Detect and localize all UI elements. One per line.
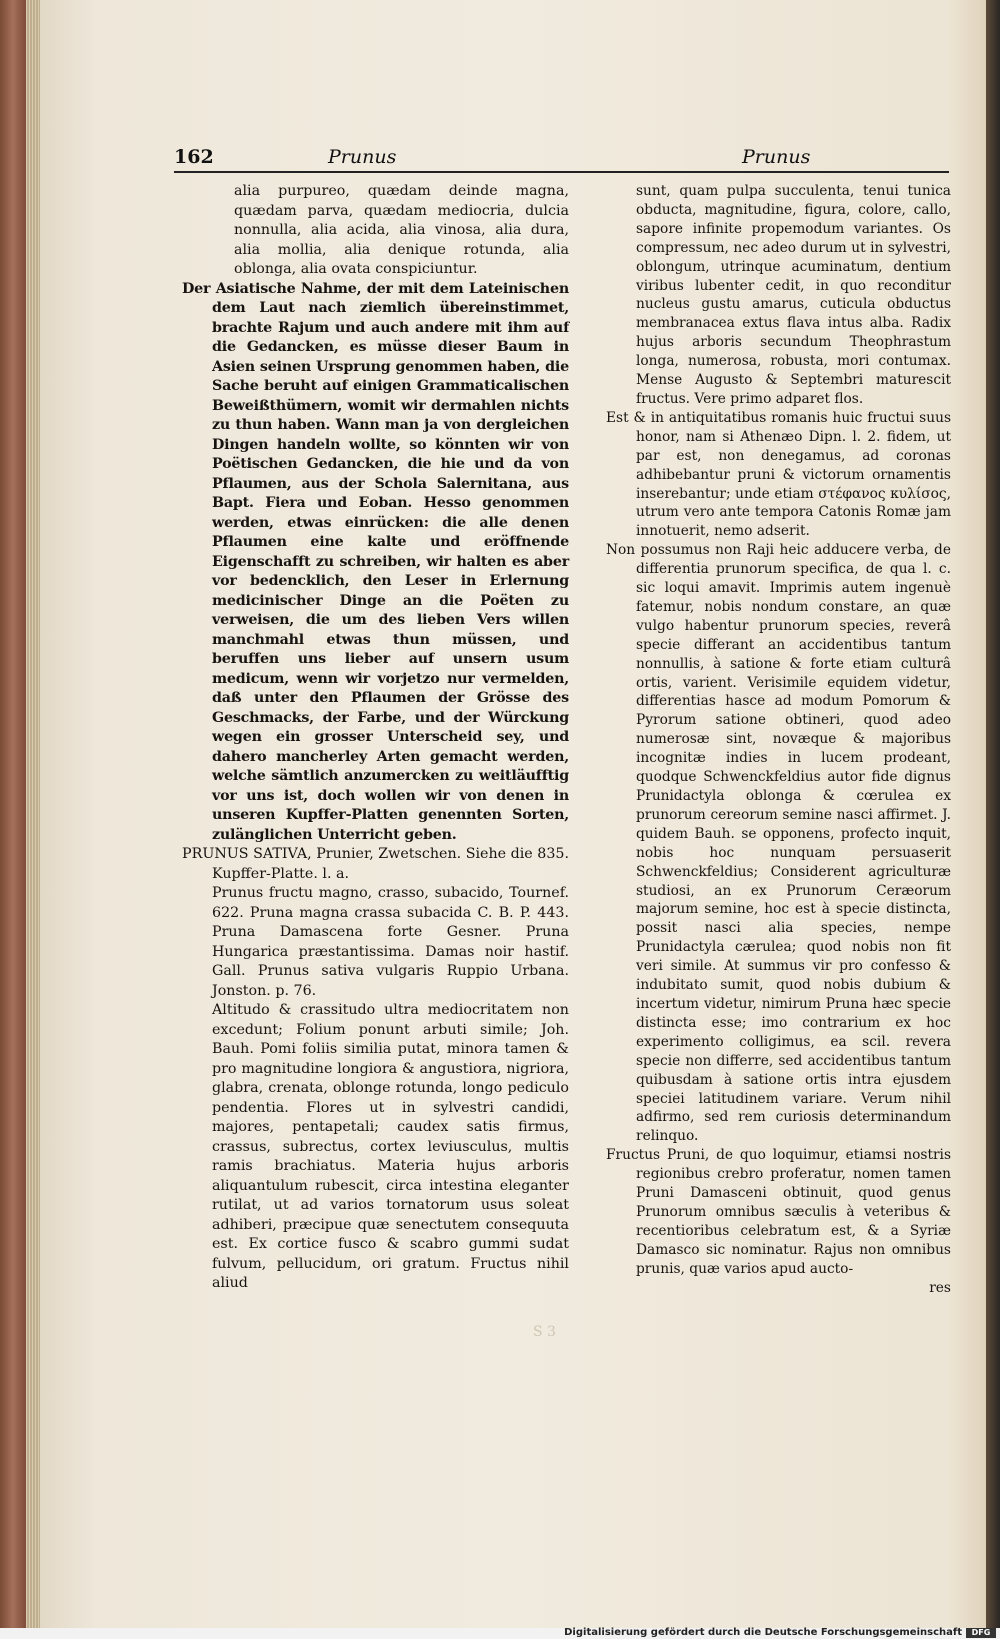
- left-column: [182, 182, 569, 1294]
- signature-mark: S 3: [533, 1324, 556, 1340]
- right-paragraph-4: Fructus Pruni, de quo loquimur, etiamsi nostris regionibus crebro proferatur, nomen tamen Pruni Damasceni obtinuit, quod genus Prunorum omnibus sæculis à veteribus & recentioribus celebratum est, & a Syriæ Damasco sic nominatur. Rajus non omnibus prunis, quæ varios apud aucto-: [606, 1147, 951, 1277]
- right-paragraph-3: Non possumus non Raji heic adducere verba, de differentia prunorum specifica, de qua l. c. sic loqui amavit. Imprimis autem ingenuè fatemur, nobis nondum constare, an quæ vulgo habentur prunorum species, reverâ specie differant an accidentibus tantum nonnullis, à satione & forte etiam culturâ ortis, varient. Verisimile equidem videtur, differentias hasce ad modum Pomorum & Pyrorum satione obtineri, quod adeo numerosæ sint, novæque & majoribus incognitæ indies in lucem prodeant, quodque Schwenckfeldius autor fide dignus Prunidactyla oblonga & cœrulea ex prunorum cereorum semine nasci affirmet. J. quidem Bauh. se opponens, profecto inquit, nobis hoc nunquam persuaserit Schwenckfeldius; Considerent agriculturæ studiosi, an ex Prunorum Ceræorum majorum semine, hoc est à specie distincta, possit nasci alia species, nempe Prunidactyla cærulea; quod nobis non fit veri simile. At summus vir pro confesso & indubitato sumit, quod nobis dubium & incertum videtur, nimirum Pruna hæc specie distincta esse; imo contrarium ex hoc experimento colligimus, ea scil. revera specie non differre, sed accidentibus tantum quibusdam à satione ortis intra ejusdem speciei latitudinem variare. Verum nihil adfirmo, sed rem curiosis determinandum relinquo.: [606, 542, 951, 1145]
- left-paragraph-5: Altitudo & crassitudo ultra mediocritatem non excedunt; Folium ponunt arbuti simile; Joh. Bauh. Pomi foliis similia putat, minora tamen & pro magnitudine longiora & angustiora, nigriora, glabra, crenata, oblonge rotunda, longo pediculo pendentia. Flores ut in sylvestri candidi, majores, pentapetali; caudex satis firmus, crassus, subrectus, cortex leviusculus, multis ramis brachiatus. Materia hujus arboris aliquantulum rubescit, circa intestina eleganter rutilat, ut ad varios tornatorum usus soleat adhiberi, præcipue quæ senectutem consequuta est. Ex cortice fusco & scabro gummi sudat fulvum, pellucidum, ori gratum. Fructus nihil aliud: [212, 1002, 569, 1291]
- right-paragraph-1: sunt, quam pulpa succulenta, tenui tunica obducta, magnitudine, figura, colore, callo, sapore infinite propemodum variantes. Os compressum, nec adeo durum ut in sylvestri, oblongum, utrinque acuminatum, dentium viribus lubenter cedit, in quo reconditur nucleus gustu amarus, cuticula obductus membranacea extus flava intus alba. Radix hujus arboris secundum Theophrastum longa, numerosa, robusta, mori contumax. Mense Augusto & Septembri maturescit fructus. Vere primo adparet flos.: [636, 183, 951, 407]
- left-paragraph-2: Der Asiatische Nahme, der mit dem Lateinischen dem Laut nach ziemlich übereinstimmet, brachte Rajum und auch andere mit ihm auf die Gedancken, es müsse dieser Baum in Asien seinen Ursprung genommen haben, die Sache beruht auf einigen Grammaticalischen Beweißthümern, womit wir dermahlen nichts zu thun haben. Wann man ja von dergleichen Dingen handeln wollte, so könnten wir von Poëtischen Gedancken, die hie und da von Pflaumen, aus der Schola Salernitana, aus Bapt. Fiera und Eoban. Hesso genommen werden, etwas einrücken: die alle denen Pflaumen eine kalte und eröffnende Eigenschafft zu schreiben, wir halten es aber vor bedencklich, den Leser in Erlernung medicinischer Dinge an die Poëten zu verweisen, die um des lieben Vers willen manchmahl etwas thun müssen, und beruffen uns lieber auf unsern usum medicum, wenn wir vorjetzo nur vermelden, daß unter den Pflaumen der Grösse des Geschmacks, der Farbe, und der Würckung wegen ein grosser Unterscheid sey, und dahero mancherley Arten gemacht werden, welche sämtlich anzumercken zu weitläufftig vor uns ist, doch wollen wir von denen in unseren Kupffer-Platten genennten Sorten, zulänglichen Unterricht geben.: [182, 280, 569, 843]
- left-paragraph-4: Prunus fructu magno, crasso, subacido, Tournef. 622. Pruna magna crassa subacida C. B. P. 443. Pruna Damascena forte Gesner. Pruna Hungarica præstantissima. Damas noir hastif. Gall. Prunus sativa vulgaris Ruppio Urbana. Jonston. p. 76.: [212, 885, 569, 999]
- dfg-logo: DFG: [966, 1628, 996, 1638]
- digitization-footer: [0, 1628, 1000, 1639]
- left-paragraph-1: alia purpureo, quædam deinde magna, quædam parva, quædam mediocria, dulcia nonnulla, alia acida, alia vinosa, alia dura, alia mollia, alia denique rotunda, alia oblonga, alia ovata conspiciuntur.: [234, 183, 569, 277]
- running-head-right: Prunus: [742, 146, 811, 168]
- left-paragraph-3: PRUNUS SATIVA, Prunier, Zwetschen. Siehe die 835. Kupffer-Platte. l. a.: [182, 846, 569, 882]
- right-column: [606, 182, 951, 1297]
- page-number: 162: [174, 146, 214, 168]
- right-shadow: [986, 0, 1000, 1628]
- right-paragraph-2: Est & in antiquitatibus romanis huic fructui suus honor, nam si Athenæo Dipn. l. 2. fidem, ut par est, non denegamus, ad coronas adhibebantur pruni & victorum ornamentis inserebantur; unde etiam στέφανος κυλίσος, utrum vero ante tempora Catonis Romæ jam innotuerit, nemo adserit.: [606, 409, 951, 540]
- catchword: res: [929, 1279, 951, 1296]
- header-rule: [174, 171, 949, 173]
- footer-credit: Digitalisierung gefördert durch die Deutsche Forschungsgemeinschaft: [564, 1627, 962, 1638]
- running-head-left: Prunus: [328, 146, 397, 168]
